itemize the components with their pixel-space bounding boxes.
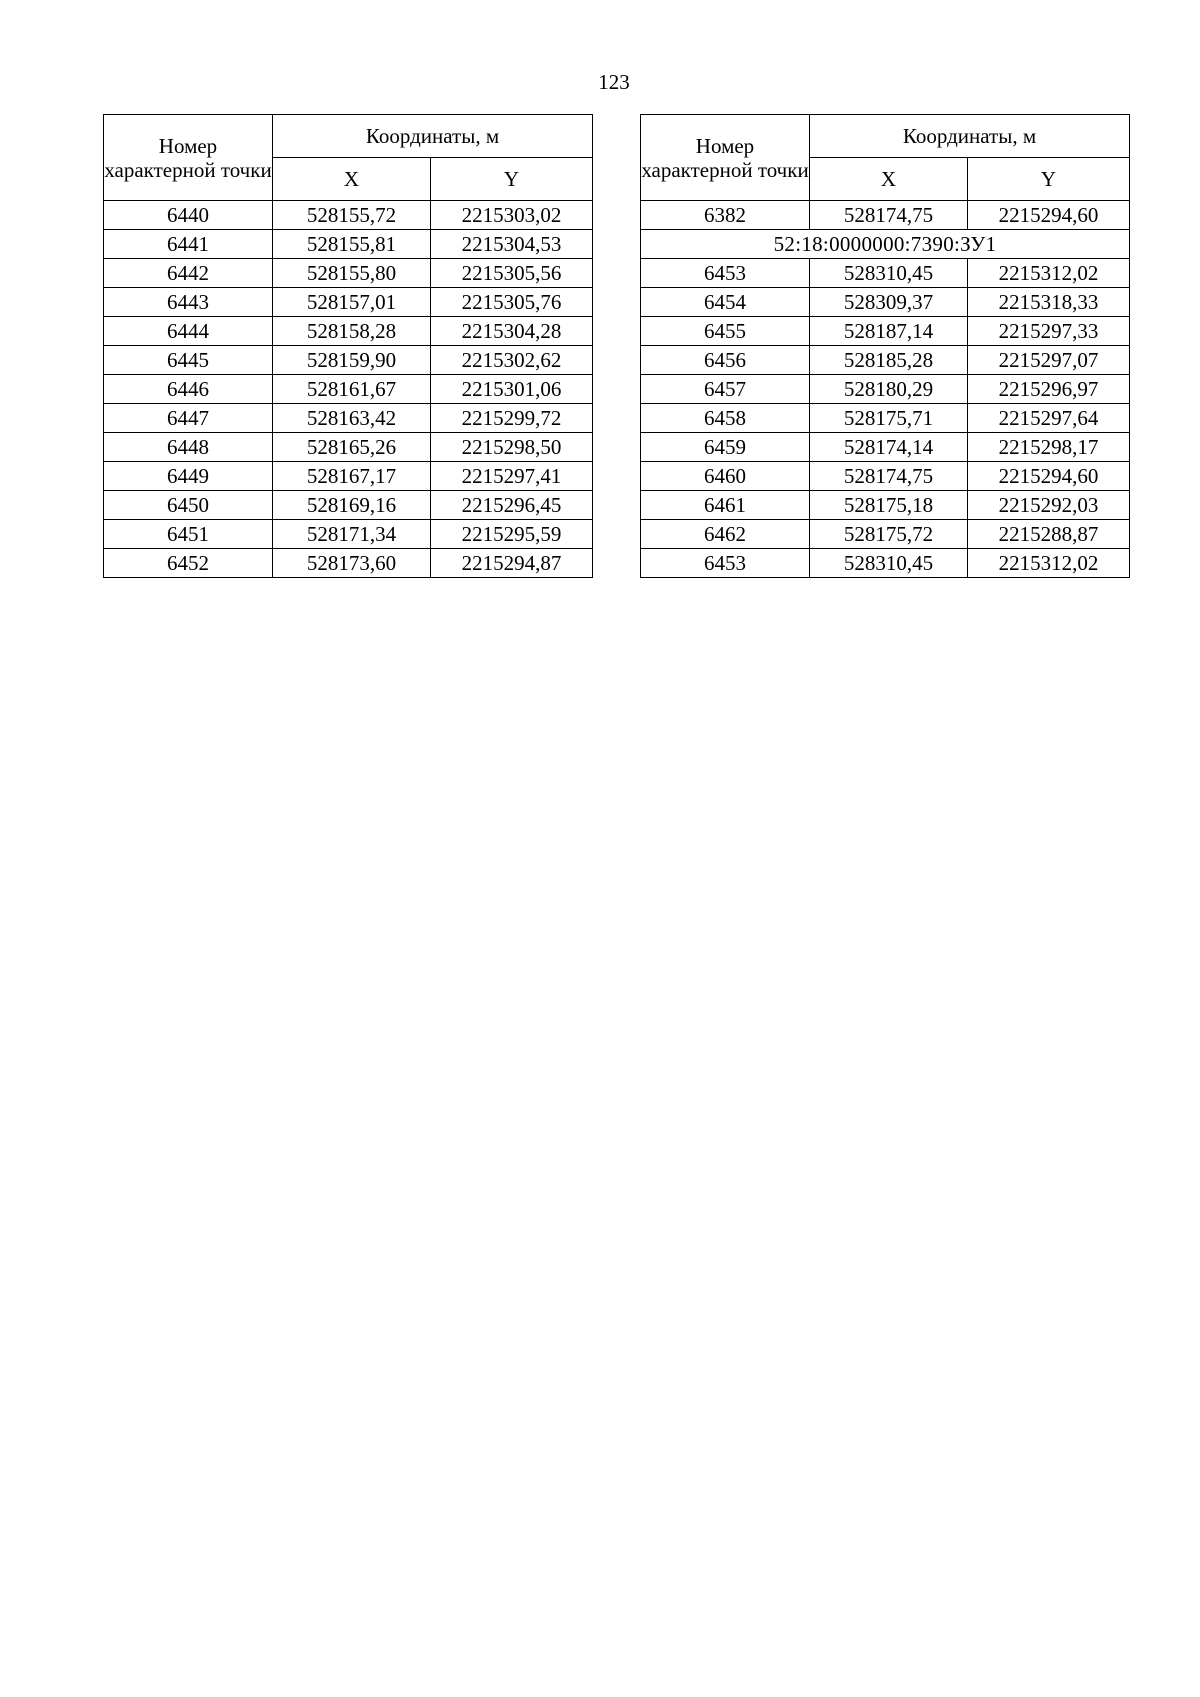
x-coordinate-cell: 528167,17 (273, 462, 431, 491)
x-coordinate-cell: 528174,75 (810, 201, 968, 230)
table-row (641, 404, 1130, 433)
x-coordinate-cell: 528159,90 (273, 346, 431, 375)
y-coordinate-cell: 2215296,97 (968, 375, 1130, 404)
x-coordinate-cell: 528174,14 (810, 433, 968, 462)
y-coordinate-cell: 2215312,02 (968, 259, 1130, 288)
table-row (641, 549, 1130, 578)
table-row (104, 491, 593, 520)
point-number-cell: 6441 (104, 230, 273, 259)
point-number-cell: 6382 (641, 201, 810, 230)
point-number-cell: 6454 (641, 288, 810, 317)
y-coordinate-cell: 2215304,28 (431, 317, 593, 346)
header-coordinates: Координаты, м (273, 115, 593, 158)
point-number-cell: 6440 (104, 201, 273, 230)
table-row (641, 346, 1130, 375)
page-number: 123 (598, 70, 630, 94)
table-row (641, 259, 1130, 288)
coordinates-table-right (640, 114, 1130, 578)
y-coordinate-cell: 2215312,02 (968, 549, 1130, 578)
x-coordinate-cell: 528155,81 (273, 230, 431, 259)
table-row (641, 288, 1130, 317)
table-row (104, 346, 593, 375)
table-row (641, 520, 1130, 549)
y-coordinate-cell: 2215299,72 (431, 404, 593, 433)
y-coordinate-cell: 2215288,87 (968, 520, 1130, 549)
y-coordinate-cell: 2215297,33 (968, 317, 1130, 346)
table-row (641, 491, 1130, 520)
x-coordinate-cell: 528158,28 (273, 317, 431, 346)
point-number-cell: 6459 (641, 433, 810, 462)
point-number-cell: 6448 (104, 433, 273, 462)
x-coordinate-cell: 528165,26 (273, 433, 431, 462)
y-coordinate-cell: 2215298,17 (968, 433, 1130, 462)
table-row (104, 259, 593, 288)
x-coordinate-cell: 528169,16 (273, 491, 431, 520)
y-coordinate-cell: 2215298,50 (431, 433, 593, 462)
table-row (104, 201, 593, 230)
x-coordinate-cell: 528171,34 (273, 520, 431, 549)
table-row (104, 520, 593, 549)
x-coordinate-cell: 528310,45 (810, 259, 968, 288)
point-number-cell: 6456 (641, 346, 810, 375)
x-coordinate-cell: 528163,42 (273, 404, 431, 433)
point-number-cell: 6457 (641, 375, 810, 404)
y-coordinate-cell: 2215294,60 (968, 201, 1130, 230)
table-row (641, 462, 1130, 491)
y-coordinate-cell: 2215294,87 (431, 549, 593, 578)
x-coordinate-cell: 528174,75 (810, 462, 968, 491)
x-coordinate-cell: 528185,28 (810, 346, 968, 375)
y-coordinate-cell: 2215302,62 (431, 346, 593, 375)
x-coordinate-cell: 528173,60 (273, 549, 431, 578)
y-coordinate-cell: 2215295,59 (431, 520, 593, 549)
table-row (641, 201, 1130, 230)
y-coordinate-cell: 2215318,33 (968, 288, 1130, 317)
point-number-cell: 6458 (641, 404, 810, 433)
header-x: X (273, 158, 431, 201)
table-row (104, 549, 593, 578)
table-row (641, 375, 1130, 404)
point-number-cell: 6460 (641, 462, 810, 491)
x-coordinate-cell: 528310,45 (810, 549, 968, 578)
table-row (104, 404, 593, 433)
x-coordinate-cell: 528187,14 (810, 317, 968, 346)
x-coordinate-cell: 528155,80 (273, 259, 431, 288)
x-coordinate-cell: 528309,37 (810, 288, 968, 317)
header-point-number: Номер характерной точки (104, 115, 273, 201)
point-number-cell: 6452 (104, 549, 273, 578)
y-coordinate-cell: 2215301,06 (431, 375, 593, 404)
x-coordinate-cell: 528175,72 (810, 520, 968, 549)
table-row (104, 433, 593, 462)
y-coordinate-cell: 2215305,76 (431, 288, 593, 317)
point-number-cell: 6451 (104, 520, 273, 549)
x-coordinate-cell: 528175,71 (810, 404, 968, 433)
y-coordinate-cell: 2215296,45 (431, 491, 593, 520)
y-coordinate-cell: 2215297,07 (968, 346, 1130, 375)
x-coordinate-cell: 528180,29 (810, 375, 968, 404)
header-y: Y (431, 158, 593, 201)
table-row (104, 462, 593, 491)
point-number-cell: 6462 (641, 520, 810, 549)
header-coordinates: Координаты, м (810, 115, 1130, 158)
y-coordinate-cell: 2215292,03 (968, 491, 1130, 520)
table-row (104, 230, 593, 259)
header-y: Y (968, 158, 1130, 201)
table-row (641, 433, 1130, 462)
point-number-cell: 6447 (104, 404, 273, 433)
header-point-number: Номер характерной точки (641, 115, 810, 201)
point-number-cell: 6444 (104, 317, 273, 346)
y-coordinate-cell: 2215305,56 (431, 259, 593, 288)
point-number-cell: 6453 (641, 259, 810, 288)
point-number-cell: 6449 (104, 462, 273, 491)
table-row (104, 375, 593, 404)
point-number-cell: 6445 (104, 346, 273, 375)
y-coordinate-cell: 2215297,41 (431, 462, 593, 491)
section-row (641, 230, 1130, 259)
x-coordinate-cell: 528175,18 (810, 491, 968, 520)
point-number-cell: 6455 (641, 317, 810, 346)
table-row (104, 288, 593, 317)
point-number-cell: 6446 (104, 375, 273, 404)
table-row (641, 317, 1130, 346)
header-x: X (810, 158, 968, 201)
y-coordinate-cell: 2215304,53 (431, 230, 593, 259)
point-number-cell: 6453 (641, 549, 810, 578)
y-coordinate-cell: 2215294,60 (968, 462, 1130, 491)
coordinates-table-left (103, 114, 593, 578)
x-coordinate-cell: 528161,67 (273, 375, 431, 404)
point-number-cell: 6450 (104, 491, 273, 520)
point-number-cell: 6442 (104, 259, 273, 288)
x-coordinate-cell: 528155,72 (273, 201, 431, 230)
point-number-cell: 6461 (641, 491, 810, 520)
x-coordinate-cell: 528157,01 (273, 288, 431, 317)
y-coordinate-cell: 2215297,64 (968, 404, 1130, 433)
table-row (104, 317, 593, 346)
point-number-cell: 6443 (104, 288, 273, 317)
cadastral-section-label: 52:18:0000000:7390:ЗУ1 (641, 230, 1130, 259)
y-coordinate-cell: 2215303,02 (431, 201, 593, 230)
